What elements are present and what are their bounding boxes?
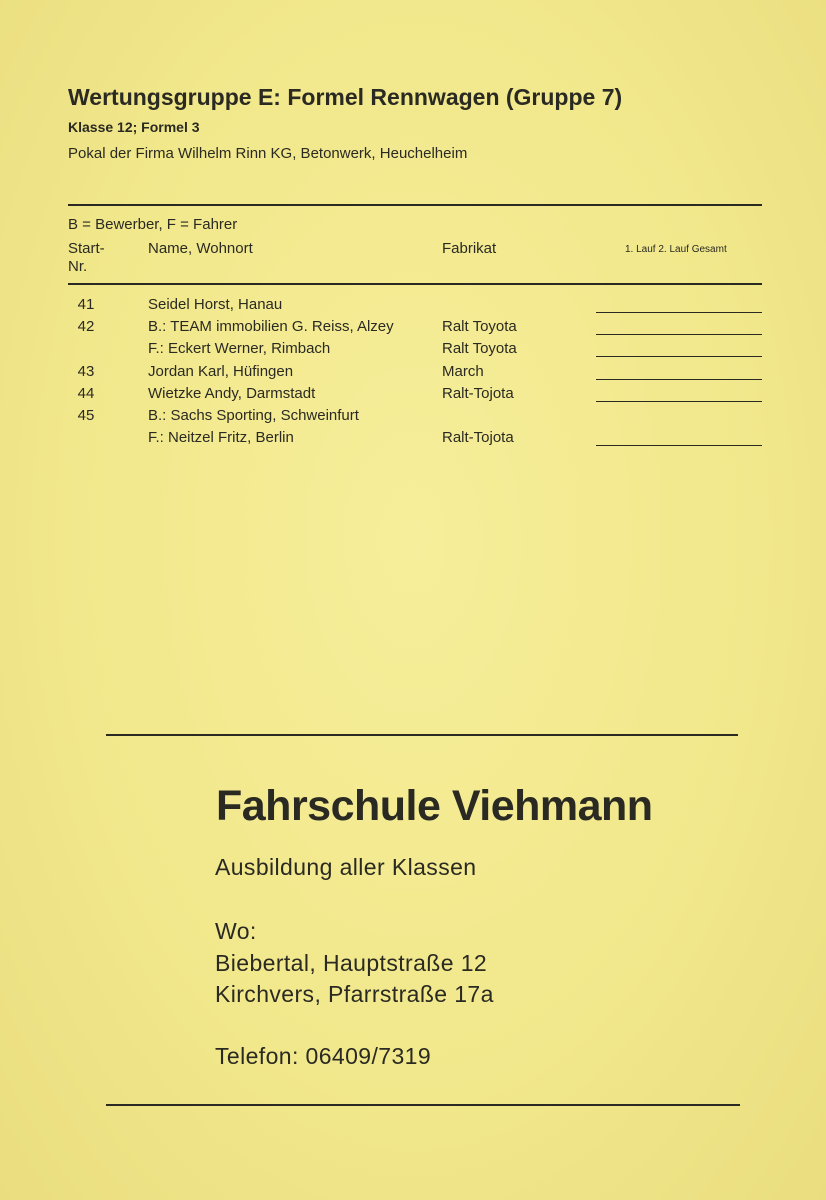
- car-make: Ralt Toyota: [442, 340, 517, 358]
- phone-number: Telefon: 06409/7319: [215, 1043, 432, 1069]
- result-blank-line: [596, 334, 762, 335]
- car-make: Ralt-Tojota: [442, 429, 514, 447]
- address-line-2: Kirchvers, Pfarrstraße 17a: [215, 981, 494, 1007]
- column-header-start: Start-: [68, 240, 105, 257]
- entrant-name: Jordan Karl, Hüfingen: [148, 362, 294, 380]
- ad-bottom-divider: [106, 1104, 740, 1106]
- column-header-fabrikat: Fabrikat: [442, 240, 497, 257]
- trophy-sponsor: Pokal der Firma Wilhelm Rinn KG, Betonwerk, Heuchelheim: [68, 145, 468, 162]
- car-make: Ralt-Tojota: [442, 384, 514, 402]
- advertiser-name: Fahrschule Viehmann: [216, 782, 653, 830]
- result-blank-line: [596, 356, 762, 357]
- abbreviation-legend: B = Bewerber, F = Fahrer: [68, 216, 238, 233]
- entrant-name: B.: TEAM immobilien G. Reiss, Alzey: [148, 318, 394, 336]
- table-row: [0, 318, 826, 340]
- page-title: Wertungsgruppe E: Formel Rennwagen (Gruppe 7): [68, 84, 623, 110]
- entrant-name: F.: Eckert Werner, Rimbach: [148, 340, 331, 358]
- start-number: 42: [77, 318, 95, 336]
- top-divider: [68, 204, 762, 206]
- column-header-name: Name, Wohnort: [148, 240, 253, 257]
- table-row: [0, 340, 826, 362]
- result-blank-line: [596, 379, 762, 380]
- location-label: Wo:: [215, 918, 257, 944]
- ad-top-divider: [106, 734, 738, 736]
- address-line-1: Biebertal, Hauptstraße 12: [215, 950, 488, 976]
- entrant-name: Seidel Horst, Hanau: [148, 296, 283, 313]
- table-row: [0, 385, 826, 407]
- entrant-name: F.: Neitzel Fritz, Berlin: [148, 429, 294, 447]
- start-number: 41: [77, 296, 95, 313]
- column-header-results: 1. Lauf 2. Lauf Gesamt: [625, 244, 727, 255]
- header-divider: [68, 283, 762, 285]
- entrant-name: B.: Sachs Sporting, Schweinfurt: [148, 407, 359, 424]
- result-blank-line: [596, 401, 762, 402]
- start-number: 45: [77, 407, 95, 424]
- column-header-nr: Nr.: [68, 258, 88, 275]
- result-blank-line: [596, 312, 762, 313]
- table-row: [0, 363, 826, 385]
- start-number: 43: [77, 362, 95, 380]
- table-row: [0, 429, 826, 451]
- table-row: [0, 296, 826, 318]
- start-number: 44: [77, 384, 95, 402]
- table-row: [0, 407, 826, 429]
- result-blank-line: [596, 445, 762, 446]
- class-label: Klasse 12; Formel 3: [68, 119, 200, 135]
- car-make: Ralt Toyota: [442, 318, 517, 336]
- entrant-name: Wietzke Andy, Darmstadt: [148, 384, 316, 402]
- car-make: March: [442, 362, 484, 380]
- advertiser-tagline: Ausbildung aller Klassen: [215, 854, 477, 880]
